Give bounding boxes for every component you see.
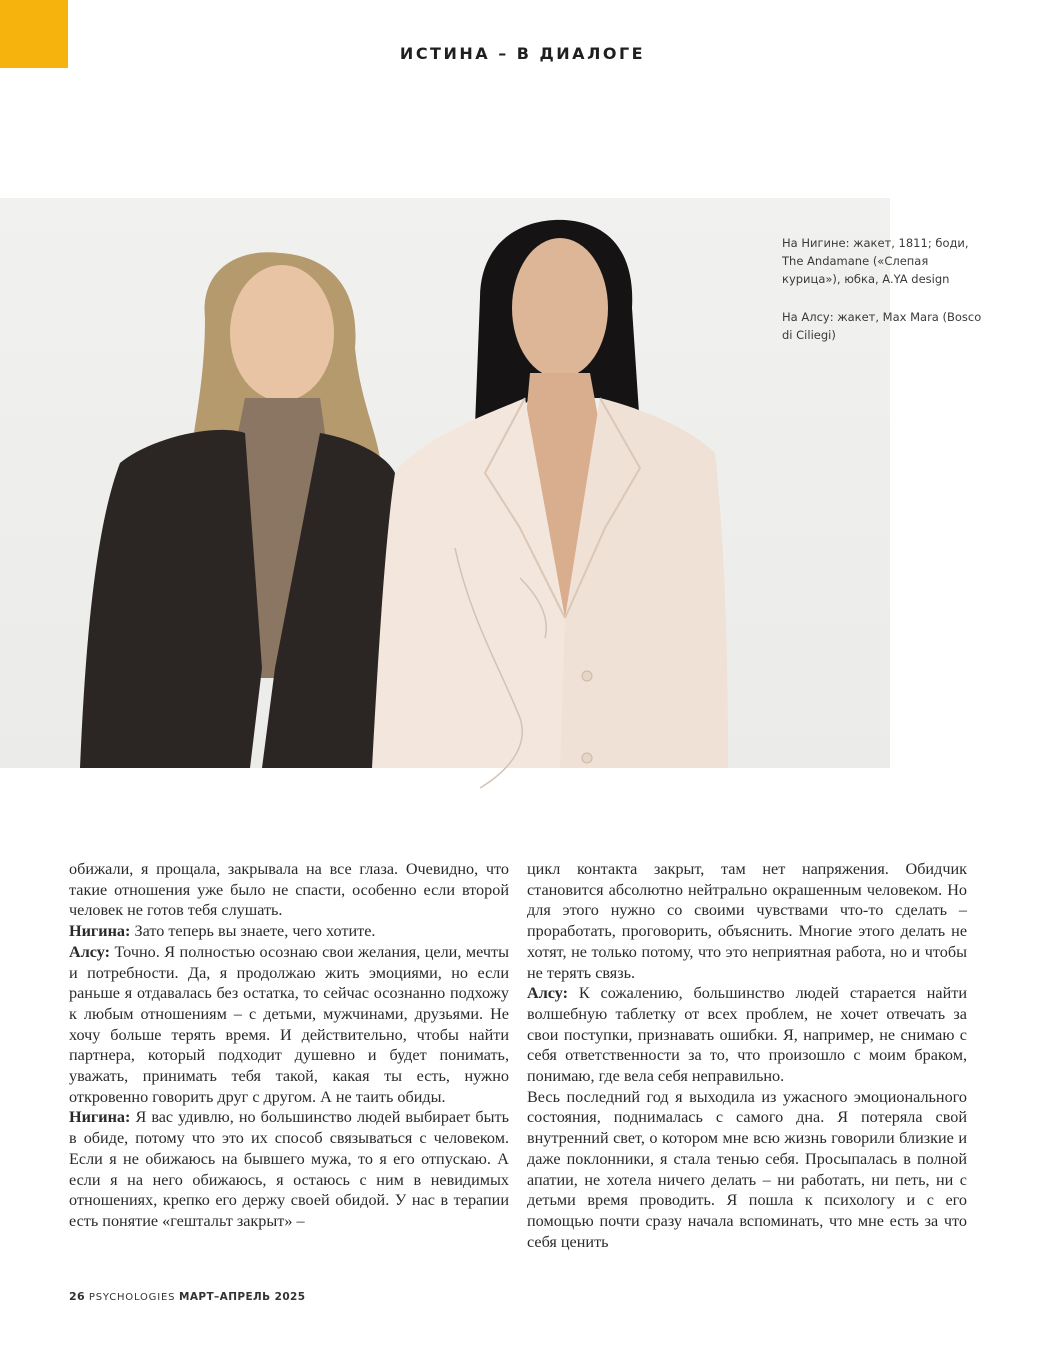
speaker-name: Алсу: [527, 984, 569, 1003]
magazine-name: PSYCHOLOGIES [88, 1292, 176, 1303]
paragraph: Нигина: Зато теперь вы знаете, чего хотите. [69, 922, 376, 941]
blazer-button [582, 753, 592, 763]
right-woman-face [512, 238, 608, 378]
page-number: 26 [69, 1290, 86, 1303]
speaker-name: Нигина: [69, 922, 131, 941]
paragraph: Нигина: Я вас удивлю, но большинство людей выбирает быть в обиде, потому что это их способ связываться с человеком. Если я не обижаюсь на бывшего мужа, то я его отпускаю. А если я на него обижаюсь, я остаюсь с ним в невидимых отношениях, крепко его держу своей обидой. У нас в терапии есть понятие «гештальт закрыт» – [69, 1108, 509, 1230]
speaker-name: Нигина: [69, 1108, 131, 1127]
article-column-right [527, 859, 967, 1252]
paragraph: Алсу: К сожалению, большинство людей старается найти волшебную таблетку от всех проблем, не хочет отвечать за свои поступки, признавать ошибки. Я, например, не снимаю с себя ответственности за то, что произошло с моим браком, понимаю, где вела себя неправильно. [527, 984, 967, 1086]
left-woman-face [230, 265, 334, 401]
issue-date: МАРТ–АПРЕЛЬ 2025 [178, 1291, 306, 1303]
paragraph: цикл контакта закрыт, там нет напряжения. Обидчик становится абсолютно нейтрально окрашенным человеком. Но для этого нужно со своими чувствами что-то сделать – проработать, проговорить, объяснить. Многие этого делать не хотят, не только потому, что это неприятная работа, но и чтобы не терять связь. [527, 860, 967, 982]
paragraph: обижали, я прощала, закрывала на все глаза. Очевидно, что такие отношения уже было не спасти, особенно если второй человек не готов тебя слушать. [69, 860, 509, 920]
credit-line-alsou: На Алсу: жакет, Max Mara (Bosco di Ciliegi) [782, 310, 982, 342]
paragraph: Алсу: Точно. Я полностью осознаю свои желания, цели, мечты и потребности. Да, я продолжаю жить эмоциями, но если раньше я отдавалась без остатка, то сейчас осознанно подхожу к любым отношениям – с детьми, мужчинами, друзьями. Не хочу больше терять время. И действительно, чтобы найти партнера, который подходит душевно и будет понимать, уважать, принимать тебя такой, какая ты есть, нужно откровенно говорить друг с другом. А не таить обиды. [69, 942, 509, 1106]
portrait-photo [0, 198, 890, 768]
paragraph: Весь последний год я выходила из ужасного эмоционального состояния, поднималась с самого дна. Я потеряла свой внутренний свет, о котором мне всю жизнь говорили близкие и даже поклонники, я стала тенью себя. Просыпалась в полной апатии, не хотела ничего делать – ни работать, ни петь, ни с детьми время проводить. Я пошла к психологу и с его помощью почти сразу начала вспоминать, что мне есть за что себя ценить [527, 1087, 967, 1251]
credit-line-nigina: На Нигине: жакет, 1811; боди, The Andamane («Слепая курица»), юбка, A.YA design [782, 236, 969, 286]
left-woman-blazer [80, 430, 262, 768]
blazer-button [582, 671, 592, 681]
page-footer [69, 1290, 305, 1303]
photo-credits [782, 234, 982, 364]
portrait-illustration [0, 198, 890, 798]
article-column-left [69, 859, 509, 1232]
section-title: ИСТИНА – В ДИАЛОГЕ [399, 44, 646, 63]
speaker-name: Алсу: [69, 942, 111, 961]
